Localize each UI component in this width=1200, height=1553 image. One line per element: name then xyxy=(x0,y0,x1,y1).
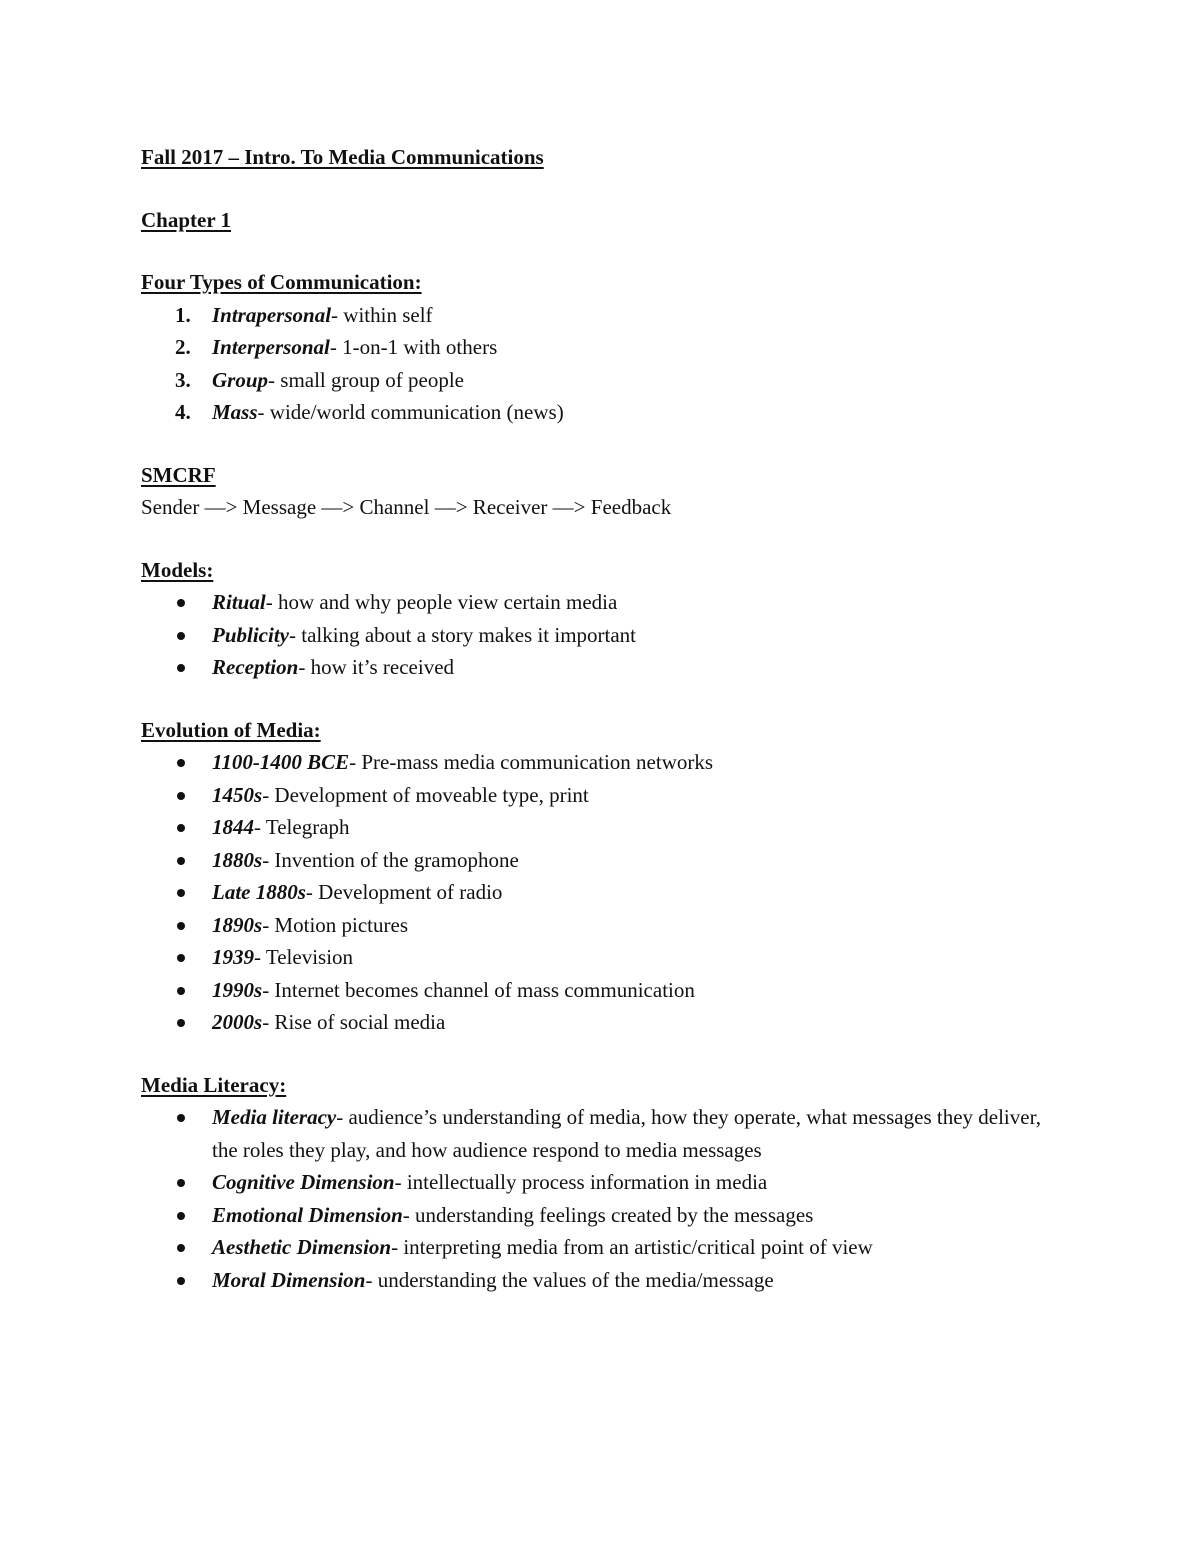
bullet-icon xyxy=(177,1244,185,1252)
term: Publicity xyxy=(212,622,289,647)
list-item xyxy=(141,396,1061,429)
literacy-list xyxy=(141,1101,1061,1296)
list-number: 1. xyxy=(175,302,191,327)
bullet-icon xyxy=(177,954,185,962)
list-item xyxy=(141,1166,1061,1199)
chapter-heading: Chapter 1 xyxy=(141,207,232,232)
definition: - how it’s received xyxy=(298,655,455,679)
definition: - Development of radio xyxy=(305,880,503,904)
definition: - Internet becomes channel of mass communication xyxy=(262,977,695,1002)
bullet-icon xyxy=(177,632,185,640)
definition: - talking about a story makes it important xyxy=(289,622,637,647)
models-section xyxy=(141,554,1061,684)
definition: - interpreting media from an artistic/critical point of view xyxy=(391,1235,873,1259)
list-item xyxy=(141,974,1061,1007)
term: Moral Dimension xyxy=(212,1267,366,1292)
list-item xyxy=(141,941,1061,974)
literacy-section xyxy=(141,1069,1061,1297)
definition: - understanding the values of the media/message xyxy=(365,1267,774,1292)
list-item xyxy=(141,1006,1061,1039)
term: Emotional Dimension xyxy=(212,1202,403,1227)
bullet-icon xyxy=(177,1019,185,1027)
list-item xyxy=(141,746,1061,779)
bullet-icon xyxy=(177,1212,185,1220)
spacer xyxy=(141,429,1061,459)
definition: - small group of people xyxy=(268,367,464,392)
definition: - 1-on-1 with others xyxy=(329,335,498,359)
bullet-icon xyxy=(177,1277,185,1285)
definition: - within self xyxy=(331,302,433,327)
list-number: 3. xyxy=(175,367,191,392)
term: 1100-1400 BCE xyxy=(212,750,350,774)
term: 1844 xyxy=(212,815,254,839)
definition: - Television xyxy=(254,945,354,969)
evolution-list xyxy=(141,746,1061,1039)
definition: - audience’s understanding of media, how they operate, what messages they deliver, the roles they play, and how audience respond to media messages xyxy=(212,1105,1041,1162)
definition: - Pre-mass media communication networks xyxy=(349,750,714,774)
models-list xyxy=(141,586,1061,684)
definition: - Motion pictures xyxy=(262,912,408,937)
list-item xyxy=(141,1199,1061,1232)
term: Late 1880s xyxy=(212,880,306,904)
smcrf-heading: SMCRF xyxy=(141,462,216,487)
smcrf-section xyxy=(141,459,1061,524)
list-item xyxy=(141,909,1061,942)
definition: - Telegraph xyxy=(254,815,350,839)
literacy-heading: Media Literacy: xyxy=(141,1072,287,1097)
term: Intrapersonal xyxy=(212,302,332,327)
definition: - intellectually process information in media xyxy=(394,1170,768,1194)
evolution-heading: Evolution of Media: xyxy=(141,717,321,742)
bullet-icon xyxy=(177,792,185,800)
definition: - Rise of social media xyxy=(262,1010,446,1034)
types-section xyxy=(141,266,1061,429)
bullet-icon xyxy=(177,889,185,897)
term: Media literacy xyxy=(212,1105,337,1129)
bullet-icon xyxy=(177,599,185,607)
list-item xyxy=(141,619,1061,652)
spacer xyxy=(141,524,1061,554)
term: 1890s xyxy=(212,912,263,937)
term: 2000s xyxy=(212,1010,263,1034)
document-title: Fall 2017 – Intro. To Media Communications xyxy=(141,145,544,169)
types-heading: Four Types of Communication: xyxy=(141,270,422,294)
list-item xyxy=(141,876,1061,909)
definition: - Invention of the gramophone xyxy=(262,847,519,872)
term: Cognitive Dimension xyxy=(212,1170,395,1194)
bullet-icon xyxy=(177,922,185,930)
term: Ritual xyxy=(212,590,266,614)
list-item xyxy=(141,779,1061,812)
term: Reception xyxy=(212,655,299,679)
definition: - wide/world communication (news) xyxy=(257,400,564,424)
document-body xyxy=(141,141,1061,1296)
list-item xyxy=(141,364,1061,397)
bullet-icon xyxy=(177,824,185,832)
list-item xyxy=(141,811,1061,844)
list-item xyxy=(141,299,1061,332)
list-item xyxy=(141,1101,1061,1166)
term: 1990s xyxy=(212,977,263,1002)
list-number: 2. xyxy=(175,335,191,359)
spacer xyxy=(141,684,1061,714)
list-item xyxy=(141,1231,1061,1264)
term: Interpersonal xyxy=(212,335,330,359)
bullet-icon xyxy=(177,664,185,672)
bullet-icon xyxy=(177,857,185,865)
definition: - understanding feelings created by the messages xyxy=(402,1202,814,1227)
spacer xyxy=(141,1039,1061,1069)
smcrf-flow: Sender —> Message —> Channel —> Receiver —> Feedback xyxy=(141,495,672,519)
term: 1880s xyxy=(212,847,263,872)
evolution-section xyxy=(141,714,1061,1039)
definition: - Development of moveable type, print xyxy=(262,782,589,807)
list-item xyxy=(141,651,1061,684)
term: Group xyxy=(212,367,269,392)
list-number: 4. xyxy=(175,400,191,424)
term: 1450s xyxy=(212,782,263,807)
definition: - how and why people view certain media xyxy=(265,590,618,614)
list-item xyxy=(141,1264,1061,1297)
models-heading: Models: xyxy=(141,557,214,582)
term: Aesthetic Dimension xyxy=(212,1235,392,1259)
list-item xyxy=(141,586,1061,619)
bullet-icon xyxy=(177,759,185,767)
spacer xyxy=(141,174,1061,204)
spacer xyxy=(141,236,1061,266)
list-item xyxy=(141,844,1061,877)
list-item xyxy=(141,331,1061,364)
bullet-icon xyxy=(177,1114,185,1122)
term: Mass xyxy=(212,400,258,424)
term: 1939 xyxy=(212,945,254,969)
bullet-icon xyxy=(177,1179,185,1187)
bullet-icon xyxy=(177,987,185,995)
types-list xyxy=(141,299,1061,429)
